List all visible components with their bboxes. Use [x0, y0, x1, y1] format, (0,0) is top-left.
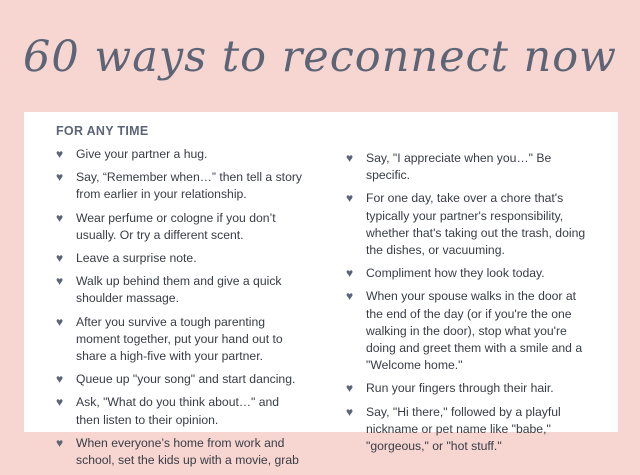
heart-icon: ♥ — [56, 372, 64, 387]
list-item-text: Walk up behind them and give a quick shoulder massage. — [76, 274, 282, 306]
list-item-text: Say, “Remember when…” then tell a story from earlier in your relationship. — [76, 170, 303, 202]
heart-icon: ♥ — [346, 191, 354, 206]
heart-icon: ♥ — [56, 170, 64, 185]
list-item — [346, 288, 596, 374]
list-item — [56, 210, 306, 244]
list-item — [346, 265, 596, 282]
heart-icon: ♥ — [346, 289, 354, 304]
list-item-text: Leave a surprise note. — [76, 251, 197, 266]
list-item — [346, 150, 596, 184]
heart-icon: ♥ — [346, 381, 354, 396]
list-item-text: Ask, "What do you think about…" and then listen to their opinion. — [76, 395, 280, 427]
heart-icon: ♥ — [56, 314, 64, 329]
list-item — [56, 314, 306, 366]
heart-icon: ♥ — [56, 435, 64, 450]
list-item — [56, 371, 306, 388]
list-item — [56, 394, 306, 428]
list-item — [346, 404, 596, 456]
heart-icon: ♥ — [56, 251, 64, 266]
list-item-text: For one day, take over a chore that's typically your partner's responsibility, whether that's taking out the trash, doing the dishes, or vacuuming. — [366, 191, 586, 258]
list-item-text: After you survive a tough parenting moment together, put your hand out to share a high-five with your partner. — [76, 314, 283, 364]
heart-icon: ♥ — [346, 151, 354, 165]
list-item-text: When your spouse walks in the door at the end of the day (or if you're the one walking in the door), stop what you're doing and greet them with a smile and a "Welcome home." — [366, 289, 583, 373]
list-item — [56, 169, 306, 203]
list-item — [346, 190, 596, 259]
heart-icon: ♥ — [56, 274, 64, 289]
list-item — [56, 250, 306, 267]
list-item-text: Compliment how they look today. — [366, 266, 545, 281]
list-item-text: Say, "Hi there," followed by a playful nickname or pet name like "babe," "gorgeous," or "hot stuff." — [366, 404, 561, 454]
list-item — [56, 273, 306, 307]
list-item — [346, 380, 596, 397]
list-item — [56, 146, 306, 163]
section-heading: FOR ANY TIME — [56, 124, 149, 138]
right-list — [346, 150, 596, 461]
heart-icon: ♥ — [346, 404, 354, 419]
list-item-text: Give your partner a hug. — [76, 147, 208, 161]
content-card — [24, 112, 618, 468]
list-item-text: Run your fingers through their hair. — [366, 381, 554, 396]
list-item — [56, 435, 306, 469]
list-item-text: When everyone’s home from work and school, set the kids up with a movie, grab — [76, 435, 299, 468]
heart-icon: ♥ — [56, 210, 64, 225]
list-item-text: Wear perfume or cologne if you don’t usually. Or try a different scent. — [76, 210, 276, 242]
left-list — [56, 146, 306, 475]
list-item-text: Queue up "your song" and start dancing. — [76, 372, 296, 387]
heart-icon: ♥ — [56, 395, 64, 410]
list-item-text: Say, "I appreciate when you…" Be specific. — [366, 151, 552, 183]
heart-icon: ♥ — [56, 147, 64, 161]
page-title: 60 ways to reconnect now — [23, 32, 617, 82]
heart-icon: ♥ — [346, 266, 354, 281]
